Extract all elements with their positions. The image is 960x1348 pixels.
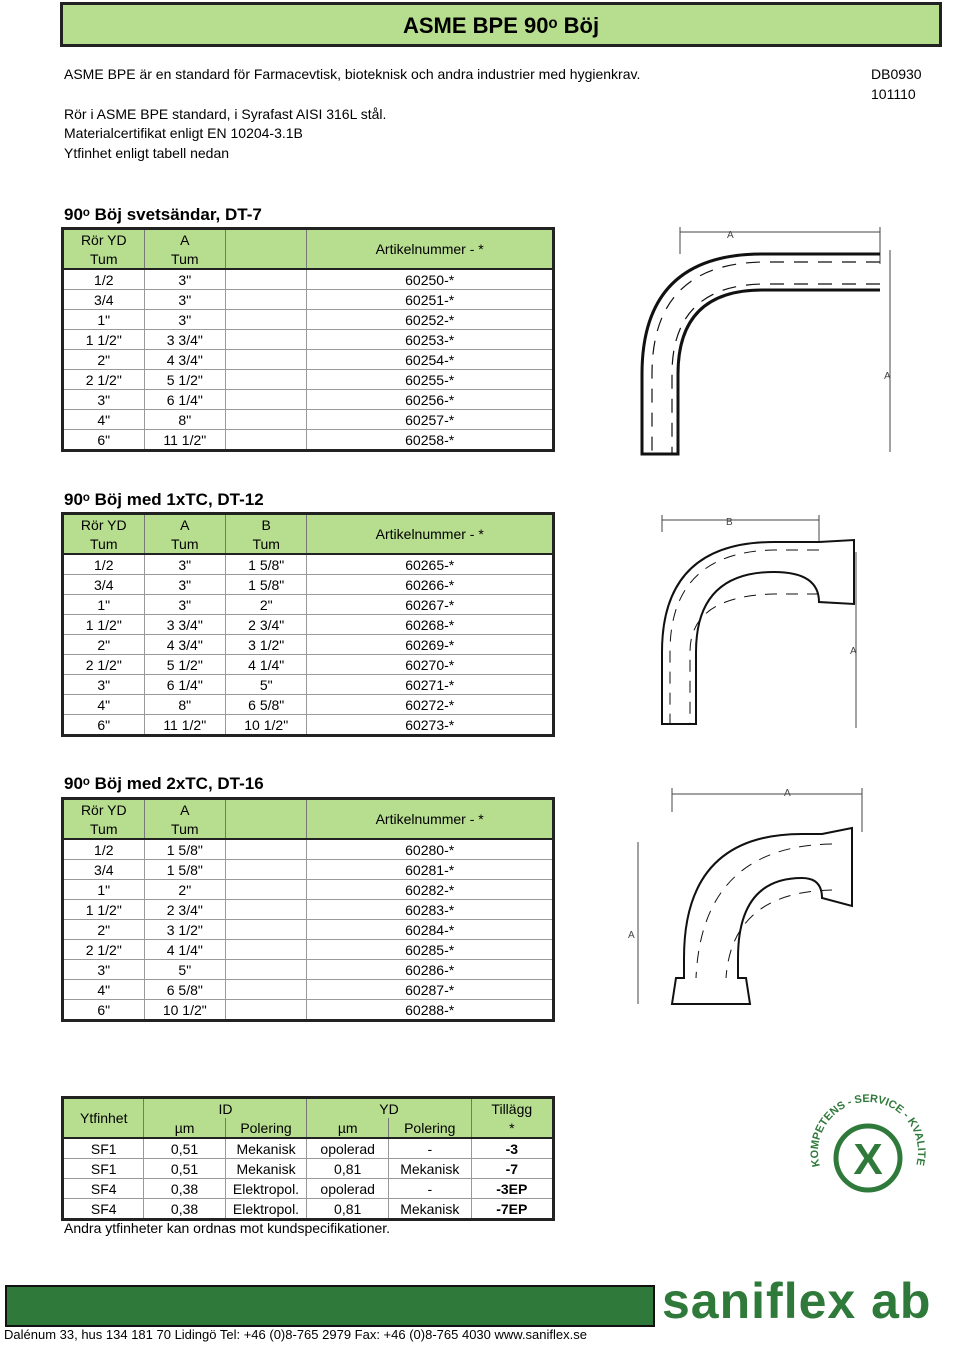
- table-cell: 1 1/2": [63, 615, 145, 635]
- table-cell: 60287-*: [307, 980, 554, 1000]
- table-row: [63, 310, 554, 330]
- table-cell: 11 1/2": [144, 430, 226, 451]
- bend-drawing-dt7: [612, 224, 902, 456]
- table-cell: [226, 839, 307, 860]
- table-cell: 3 3/4": [144, 615, 225, 635]
- table-cell: Elektropol.: [225, 1199, 307, 1220]
- table-cell: 0,51: [144, 1138, 225, 1159]
- table-cell: 60265-*: [307, 554, 554, 575]
- table-cell: 2 1/2": [63, 655, 145, 675]
- doc-code: DB0930: [871, 66, 922, 82]
- table-row: [63, 920, 554, 940]
- table-cell: 1": [63, 595, 145, 615]
- section1-table: [61, 227, 555, 452]
- table-cell: 1 1/2": [63, 330, 145, 350]
- table-cell: 60258-*: [307, 430, 554, 451]
- table-cell: 4 3/4": [144, 350, 226, 370]
- table-cell: 60271-*: [307, 675, 554, 695]
- table-row: [63, 1138, 554, 1159]
- col-header-ytfinish: Ytfinhet: [63, 1098, 144, 1139]
- table-row: [63, 900, 554, 920]
- table-cell: 60256-*: [307, 390, 554, 410]
- table-cell: 0,38: [144, 1199, 225, 1220]
- table-cell: [226, 390, 307, 410]
- dim-a-side-label: A: [850, 646, 857, 657]
- table-cell: SF1: [63, 1138, 144, 1159]
- title-bar: [60, 2, 942, 47]
- section3-table: [61, 797, 555, 1022]
- col-header-a: A: [144, 229, 226, 250]
- table-cell: 6 5/8": [144, 980, 226, 1000]
- table-cell: 3 1/2": [225, 635, 306, 655]
- table-row: [63, 635, 554, 655]
- table-cell: 10 1/2": [225, 715, 306, 736]
- table-cell: 1 5/8": [144, 839, 226, 860]
- table-row: [63, 1000, 554, 1021]
- table-cell: -: [388, 1179, 471, 1199]
- table-cell: 2 1/2": [63, 370, 145, 390]
- table-row: [63, 615, 554, 635]
- table-cell: 8": [144, 695, 225, 715]
- table-cell: 8": [144, 410, 226, 430]
- table-cell: [226, 410, 307, 430]
- table-row: [63, 575, 554, 595]
- col-header-polering: Polering: [388, 1118, 471, 1138]
- section2-title: 90ᵒ Böj med 1xTC, DT-12: [64, 490, 264, 509]
- table-row: [63, 269, 554, 290]
- table-cell: [226, 880, 307, 900]
- table-cell: 1/2: [63, 839, 145, 860]
- seal-text: KOMPETENS - SERVICE - KVALITE: [808, 1092, 928, 1168]
- table-cell: [226, 290, 307, 310]
- table-cell: opolerad: [307, 1138, 389, 1159]
- table-cell: [226, 860, 307, 880]
- col-header-artikelnummer: Artikelnummer - *: [307, 514, 554, 555]
- table-row: [63, 554, 554, 575]
- table-cell: 2 3/4": [225, 615, 306, 635]
- table-row: [63, 980, 554, 1000]
- seal-letter: X: [853, 1135, 883, 1184]
- table-cell: 0,81: [307, 1199, 389, 1220]
- table-cell: 4 3/4": [144, 635, 225, 655]
- col-header-id: ID: [144, 1098, 307, 1119]
- table-cell: 3": [63, 390, 145, 410]
- table-row: [63, 410, 554, 430]
- footer-address: Dalénum 33, hus 134 181 70 Lidingö Tel: +46 (0)8-765 2979 Fax: +46 (0)8-765 4030 www.saniflex.se: [4, 1327, 587, 1342]
- dim-a-side-label: A: [628, 930, 635, 941]
- col-header-blank: [226, 799, 307, 840]
- footer-bar: [5, 1285, 655, 1327]
- table-cell: Mekanisk: [225, 1159, 307, 1179]
- col-header-artikelnummer: Artikelnummer - *: [307, 229, 554, 270]
- table-cell: 60252-*: [307, 310, 554, 330]
- col-header-a: A: [144, 514, 225, 535]
- table-cell: 1": [63, 310, 145, 330]
- page-title: ASME BPE 90ᵒ Böj: [403, 13, 600, 38]
- table-cell: 2 3/4": [144, 900, 226, 920]
- table-cell: 6": [63, 430, 145, 451]
- table-cell: 60257-*: [307, 410, 554, 430]
- table-cell: [226, 920, 307, 940]
- table-row: [63, 940, 554, 960]
- col-header-tum: Tum: [144, 819, 226, 839]
- table-cell: 2": [144, 880, 226, 900]
- table-cell: 3/4: [63, 290, 145, 310]
- intro-line-2: Rör i ASME BPE standard, i Syrafast AISI 316L stål.: [64, 106, 387, 122]
- col-header-um: µm: [144, 1118, 225, 1138]
- table-cell: 1 5/8": [225, 554, 306, 575]
- table-row: [63, 1199, 554, 1220]
- table-cell: [226, 940, 307, 960]
- intro-line-4: Ytfinhet enligt tabell nedan: [64, 145, 230, 161]
- table-cell: 1 1/2": [63, 900, 145, 920]
- intro-line-1: ASME BPE är en standard för Farmacevtisk, bioteknisk och andra industrier med hygienkrav.: [64, 66, 641, 82]
- table-row: [63, 330, 554, 350]
- company-logo: saniflex ab: [662, 1273, 932, 1329]
- table-cell: 4 1/4": [225, 655, 306, 675]
- col-header-tum: Tum: [225, 534, 306, 554]
- table-row: [63, 430, 554, 451]
- quality-seal: [806, 1088, 930, 1209]
- table-row: [63, 1159, 554, 1179]
- section2-table: [61, 512, 555, 737]
- table-cell: 0,38: [144, 1179, 225, 1199]
- table-cell: 3 3/4": [144, 330, 226, 350]
- table-cell: 60251-*: [307, 290, 554, 310]
- table-cell: 11 1/2": [144, 715, 225, 736]
- col-header-tum: Tum: [63, 819, 145, 839]
- table-cell: SF4: [63, 1179, 144, 1199]
- table-cell: 5 1/2": [144, 655, 225, 675]
- table-row: [63, 860, 554, 880]
- col-header-ror-yd: Rör YD: [63, 229, 145, 250]
- table-cell: 2": [225, 595, 306, 615]
- intro-line-3: Materialcertifikat enligt EN 10204-3.1B: [64, 125, 303, 141]
- table-cell: 3": [144, 290, 226, 310]
- table-cell: 1/2: [63, 554, 145, 575]
- col-header-tum: Tum: [63, 534, 145, 554]
- table-cell: 60254-*: [307, 350, 554, 370]
- table-cell: 4": [63, 695, 145, 715]
- table-cell: 2": [63, 350, 145, 370]
- table-cell: 4": [63, 410, 145, 430]
- bend-drawing-dt12: [624, 512, 874, 732]
- col-header-tum: Tum: [63, 249, 145, 269]
- table-cell: 4": [63, 980, 145, 1000]
- table-cell: Mekanisk: [388, 1159, 471, 1179]
- table-row: [63, 595, 554, 615]
- table-cell: 0,51: [144, 1159, 225, 1179]
- col-header-artikelnummer: Artikelnummer - *: [307, 799, 554, 840]
- table-cell: [226, 960, 307, 980]
- table-cell: 60272-*: [307, 695, 554, 715]
- col-header-star: *: [471, 1118, 553, 1138]
- table-cell: 1/2: [63, 269, 145, 290]
- finish-note: Andra ytfinheter kan ordnas mot kundspecifikationer.: [64, 1220, 391, 1236]
- table-cell: SF4: [63, 1199, 144, 1220]
- table-cell: 3/4: [63, 575, 145, 595]
- table-cell: 4 1/4": [144, 940, 226, 960]
- table-cell: 60269-*: [307, 635, 554, 655]
- table-cell: 5": [225, 675, 306, 695]
- table-cell: 3 1/2": [144, 920, 226, 940]
- table-cell: 10 1/2": [144, 1000, 226, 1021]
- table-cell: -3EP: [471, 1179, 553, 1199]
- table-cell: 5": [144, 960, 226, 980]
- table-row: [63, 1179, 554, 1199]
- table-cell: -3: [471, 1138, 553, 1159]
- table-cell: 2": [63, 920, 145, 940]
- table-cell: 60284-*: [307, 920, 554, 940]
- table-cell: 60253-*: [307, 330, 554, 350]
- bend-drawing-dt16: [612, 782, 882, 1012]
- table-cell: [226, 269, 307, 290]
- section3-title: 90ᵒ Böj med 2xTC, DT-16: [64, 774, 264, 793]
- table-cell: Elektropol.: [225, 1179, 307, 1199]
- table-cell: 60273-*: [307, 715, 554, 736]
- table-cell: 6 1/4": [144, 390, 226, 410]
- col-header-tillagg: Tillägg: [471, 1098, 553, 1119]
- table-cell: 60268-*: [307, 615, 554, 635]
- col-header-tum: Tum: [144, 534, 225, 554]
- table-cell: 2": [63, 635, 145, 655]
- table-cell: 3": [144, 269, 226, 290]
- col-header-b: B: [225, 514, 306, 535]
- table-cell: 3": [144, 595, 225, 615]
- dim-b-label: B: [726, 517, 733, 528]
- table-cell: [226, 310, 307, 330]
- table-cell: 3": [144, 554, 225, 575]
- table-cell: -7EP: [471, 1199, 553, 1220]
- table-row: [63, 715, 554, 736]
- table-cell: 3": [144, 310, 226, 330]
- table-row: [63, 350, 554, 370]
- col-header-um: µm: [307, 1118, 389, 1138]
- table-row: [63, 675, 554, 695]
- table-cell: Mekanisk: [388, 1199, 471, 1220]
- table-cell: SF1: [63, 1159, 144, 1179]
- doc-date: 101110: [871, 86, 916, 102]
- table-row: [63, 370, 554, 390]
- table-cell: 60270-*: [307, 655, 554, 675]
- finish-table: [61, 1096, 555, 1221]
- table-cell: 0,81: [307, 1159, 389, 1179]
- table-cell: -: [388, 1138, 471, 1159]
- table-cell: [226, 980, 307, 1000]
- table-cell: 60280-*: [307, 839, 554, 860]
- table-cell: 60281-*: [307, 860, 554, 880]
- table-cell: -7: [471, 1159, 553, 1179]
- col-header-ror-yd: Rör YD: [63, 514, 145, 535]
- dim-a-label: A: [727, 230, 734, 241]
- table-cell: 1 5/8": [225, 575, 306, 595]
- table-cell: 5 1/2": [144, 370, 226, 390]
- table-cell: 3": [144, 575, 225, 595]
- table-cell: 2 1/2": [63, 940, 145, 960]
- table-row: [63, 960, 554, 980]
- table-cell: 6 5/8": [225, 695, 306, 715]
- table-cell: 1": [63, 880, 145, 900]
- section1-title: 90ᵒ Böj svetsändar, DT-7: [64, 205, 262, 224]
- table-cell: 1 5/8": [144, 860, 226, 880]
- dim-a-label: A: [784, 788, 791, 799]
- table-cell: opolerad: [307, 1179, 389, 1199]
- table-cell: [226, 1000, 307, 1021]
- table-cell: 6 1/4": [144, 675, 225, 695]
- col-header-blank: [226, 229, 307, 270]
- table-cell: 3": [63, 675, 145, 695]
- table-row: [63, 655, 554, 675]
- table-cell: 60267-*: [307, 595, 554, 615]
- table-cell: [226, 350, 307, 370]
- col-header-polering: Polering: [225, 1118, 307, 1138]
- table-cell: 60250-*: [307, 269, 554, 290]
- col-header-ror-yd: Rör YD: [63, 799, 145, 820]
- table-row: [63, 290, 554, 310]
- table-cell: 3": [63, 960, 145, 980]
- table-row: [63, 839, 554, 860]
- table-row: [63, 695, 554, 715]
- table-cell: 6": [63, 715, 145, 736]
- table-cell: 60285-*: [307, 940, 554, 960]
- dim-a-side-label: A: [884, 371, 891, 382]
- table-cell: 60288-*: [307, 1000, 554, 1021]
- table-cell: 60283-*: [307, 900, 554, 920]
- col-header-a: A: [144, 799, 226, 820]
- table-cell: [226, 370, 307, 390]
- table-cell: [226, 900, 307, 920]
- table-cell: 60255-*: [307, 370, 554, 390]
- table-cell: Mekanisk: [225, 1138, 307, 1159]
- table-cell: 3/4: [63, 860, 145, 880]
- table-cell: 60286-*: [307, 960, 554, 980]
- table-cell: [226, 430, 307, 451]
- table-row: [63, 880, 554, 900]
- col-header-yd: YD: [307, 1098, 471, 1119]
- table-row: [63, 390, 554, 410]
- table-cell: 60282-*: [307, 880, 554, 900]
- table-cell: 6": [63, 1000, 145, 1021]
- table-cell: [226, 330, 307, 350]
- table-cell: 60266-*: [307, 575, 554, 595]
- col-header-tum: Tum: [144, 249, 226, 269]
